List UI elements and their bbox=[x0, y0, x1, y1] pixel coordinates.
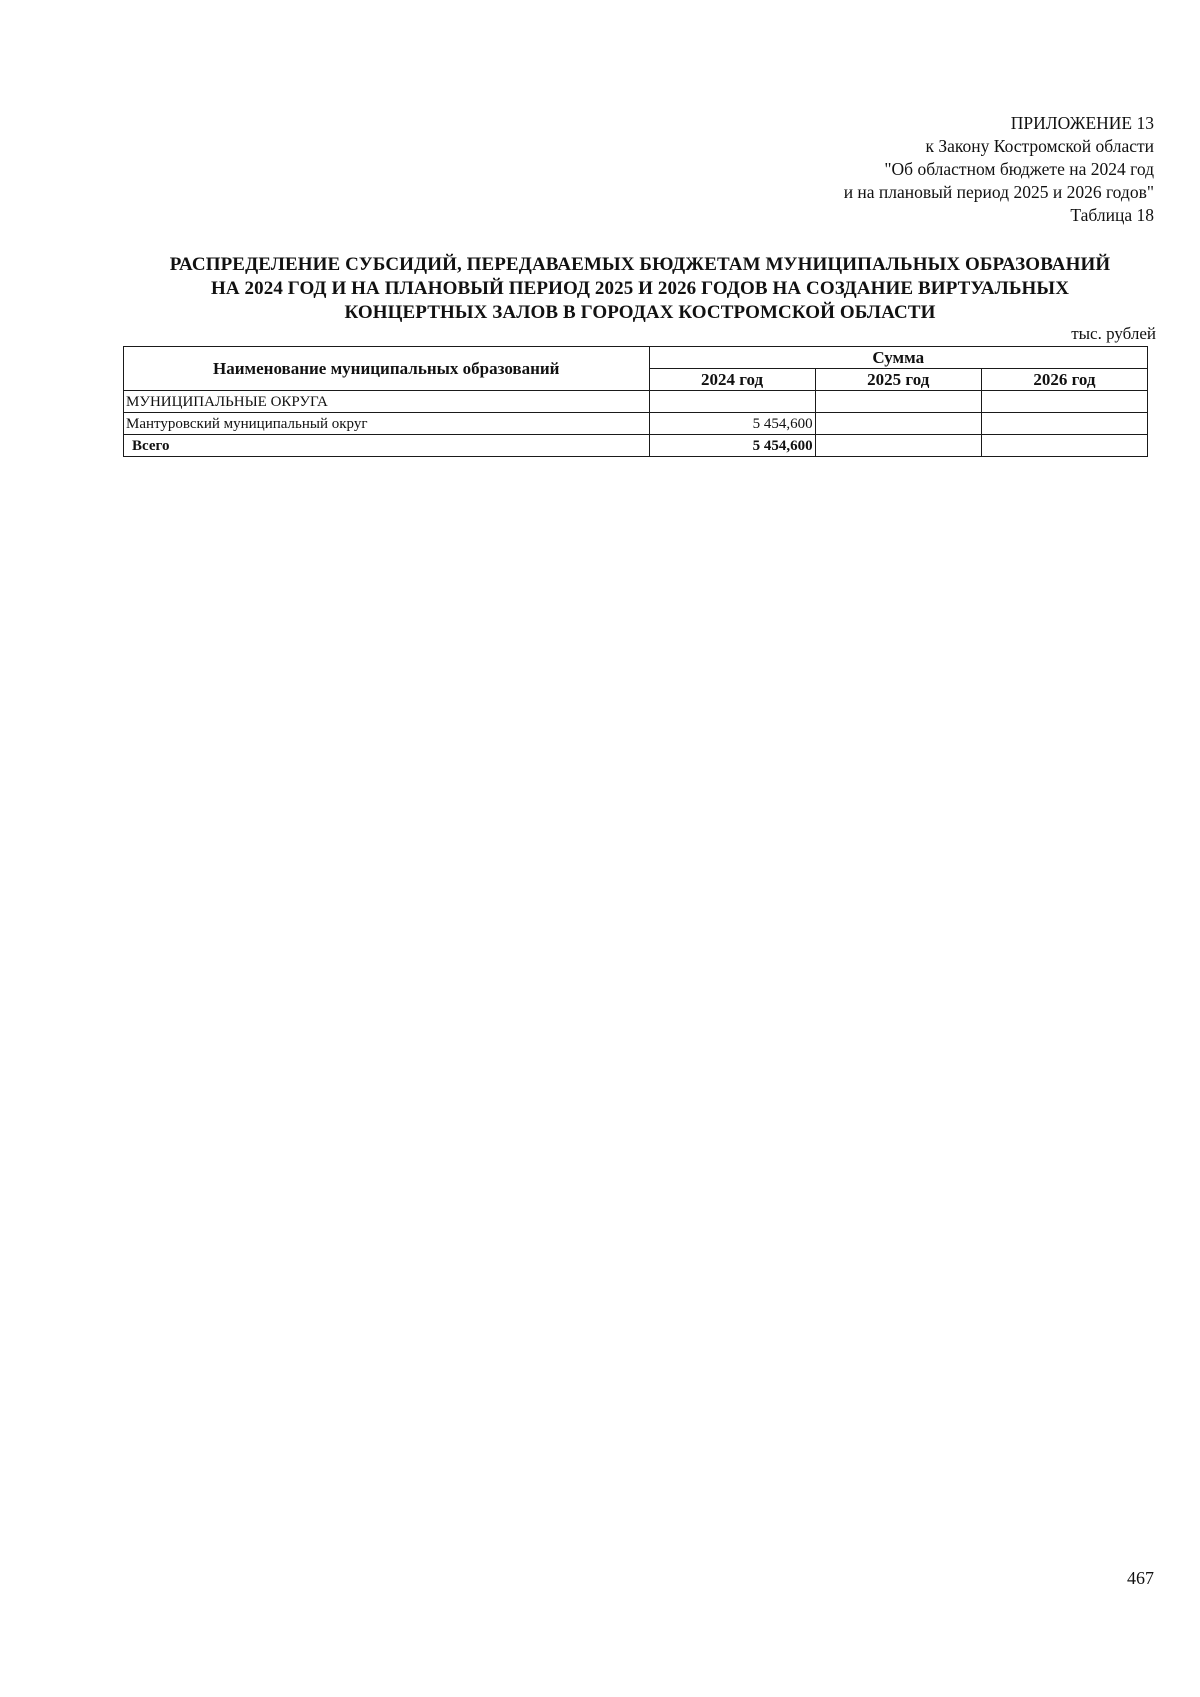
subsidy-table bbox=[123, 346, 1148, 457]
row-name: Мантуровский муниципальный округ bbox=[124, 413, 650, 435]
appendix-line: к Закону Костромской области bbox=[925, 136, 1154, 156]
header-year-2026: 2026 год bbox=[981, 369, 1147, 391]
header-sum: Сумма bbox=[649, 347, 1148, 369]
header-name: Наименование муниципальных образований bbox=[124, 347, 650, 391]
header-year-2024: 2024 год bbox=[649, 369, 815, 391]
document-title-line: КОНЦЕРТНЫХ ЗАЛОВ В ГОРОДАХ КОСТРОМСКОЙ ОБЛАСТИ bbox=[344, 302, 936, 323]
total-value-2024: 5 454,600 bbox=[649, 435, 815, 457]
header-year-2025: 2025 год bbox=[815, 369, 981, 391]
appendix-line: ПРИЛОЖЕНИЕ 13 bbox=[1010, 113, 1154, 133]
total-value-2026 bbox=[981, 435, 1147, 457]
table-row bbox=[124, 391, 1148, 413]
row-value-2026 bbox=[981, 413, 1147, 435]
row-value-2026 bbox=[981, 391, 1147, 413]
row-value-2024: 5 454,600 bbox=[649, 413, 815, 435]
document-title-line: НА 2024 ГОД И НА ПЛАНОВЫЙ ПЕРИОД 2025 И 2026 ГОДОВ НА СОЗДАНИЕ ВИРТУАЛЬНЫХ bbox=[210, 278, 1070, 299]
total-value-2025 bbox=[815, 435, 981, 457]
appendix-reference bbox=[594, 112, 1154, 227]
appendix-line: "Об областном бюджете на 2024 год bbox=[884, 159, 1154, 179]
row-name: МУНИЦИПАЛЬНЫЕ ОКРУГА bbox=[124, 391, 650, 413]
appendix-line: Таблица 18 bbox=[1070, 205, 1154, 225]
appendix-line: и на плановый период 2025 и 2026 годов" bbox=[843, 182, 1154, 202]
table-total-row bbox=[124, 435, 1148, 457]
table-row bbox=[124, 413, 1148, 435]
row-value-2025 bbox=[815, 413, 981, 435]
units-label: тыс. рублей bbox=[1071, 324, 1156, 343]
document-title bbox=[120, 253, 1160, 325]
document-title-line: РАСПРЕДЕЛЕНИЕ СУБСИДИЙ, ПЕРЕДАВАЕМЫХ БЮДЖЕТАМ МУНИЦИПАЛЬНЫХ ОБРАЗОВАНИЙ bbox=[169, 254, 1111, 275]
page-number: 467 bbox=[1127, 1568, 1154, 1588]
row-value-2024 bbox=[649, 391, 815, 413]
row-value-2025 bbox=[815, 391, 981, 413]
total-name: Всего bbox=[124, 435, 650, 457]
